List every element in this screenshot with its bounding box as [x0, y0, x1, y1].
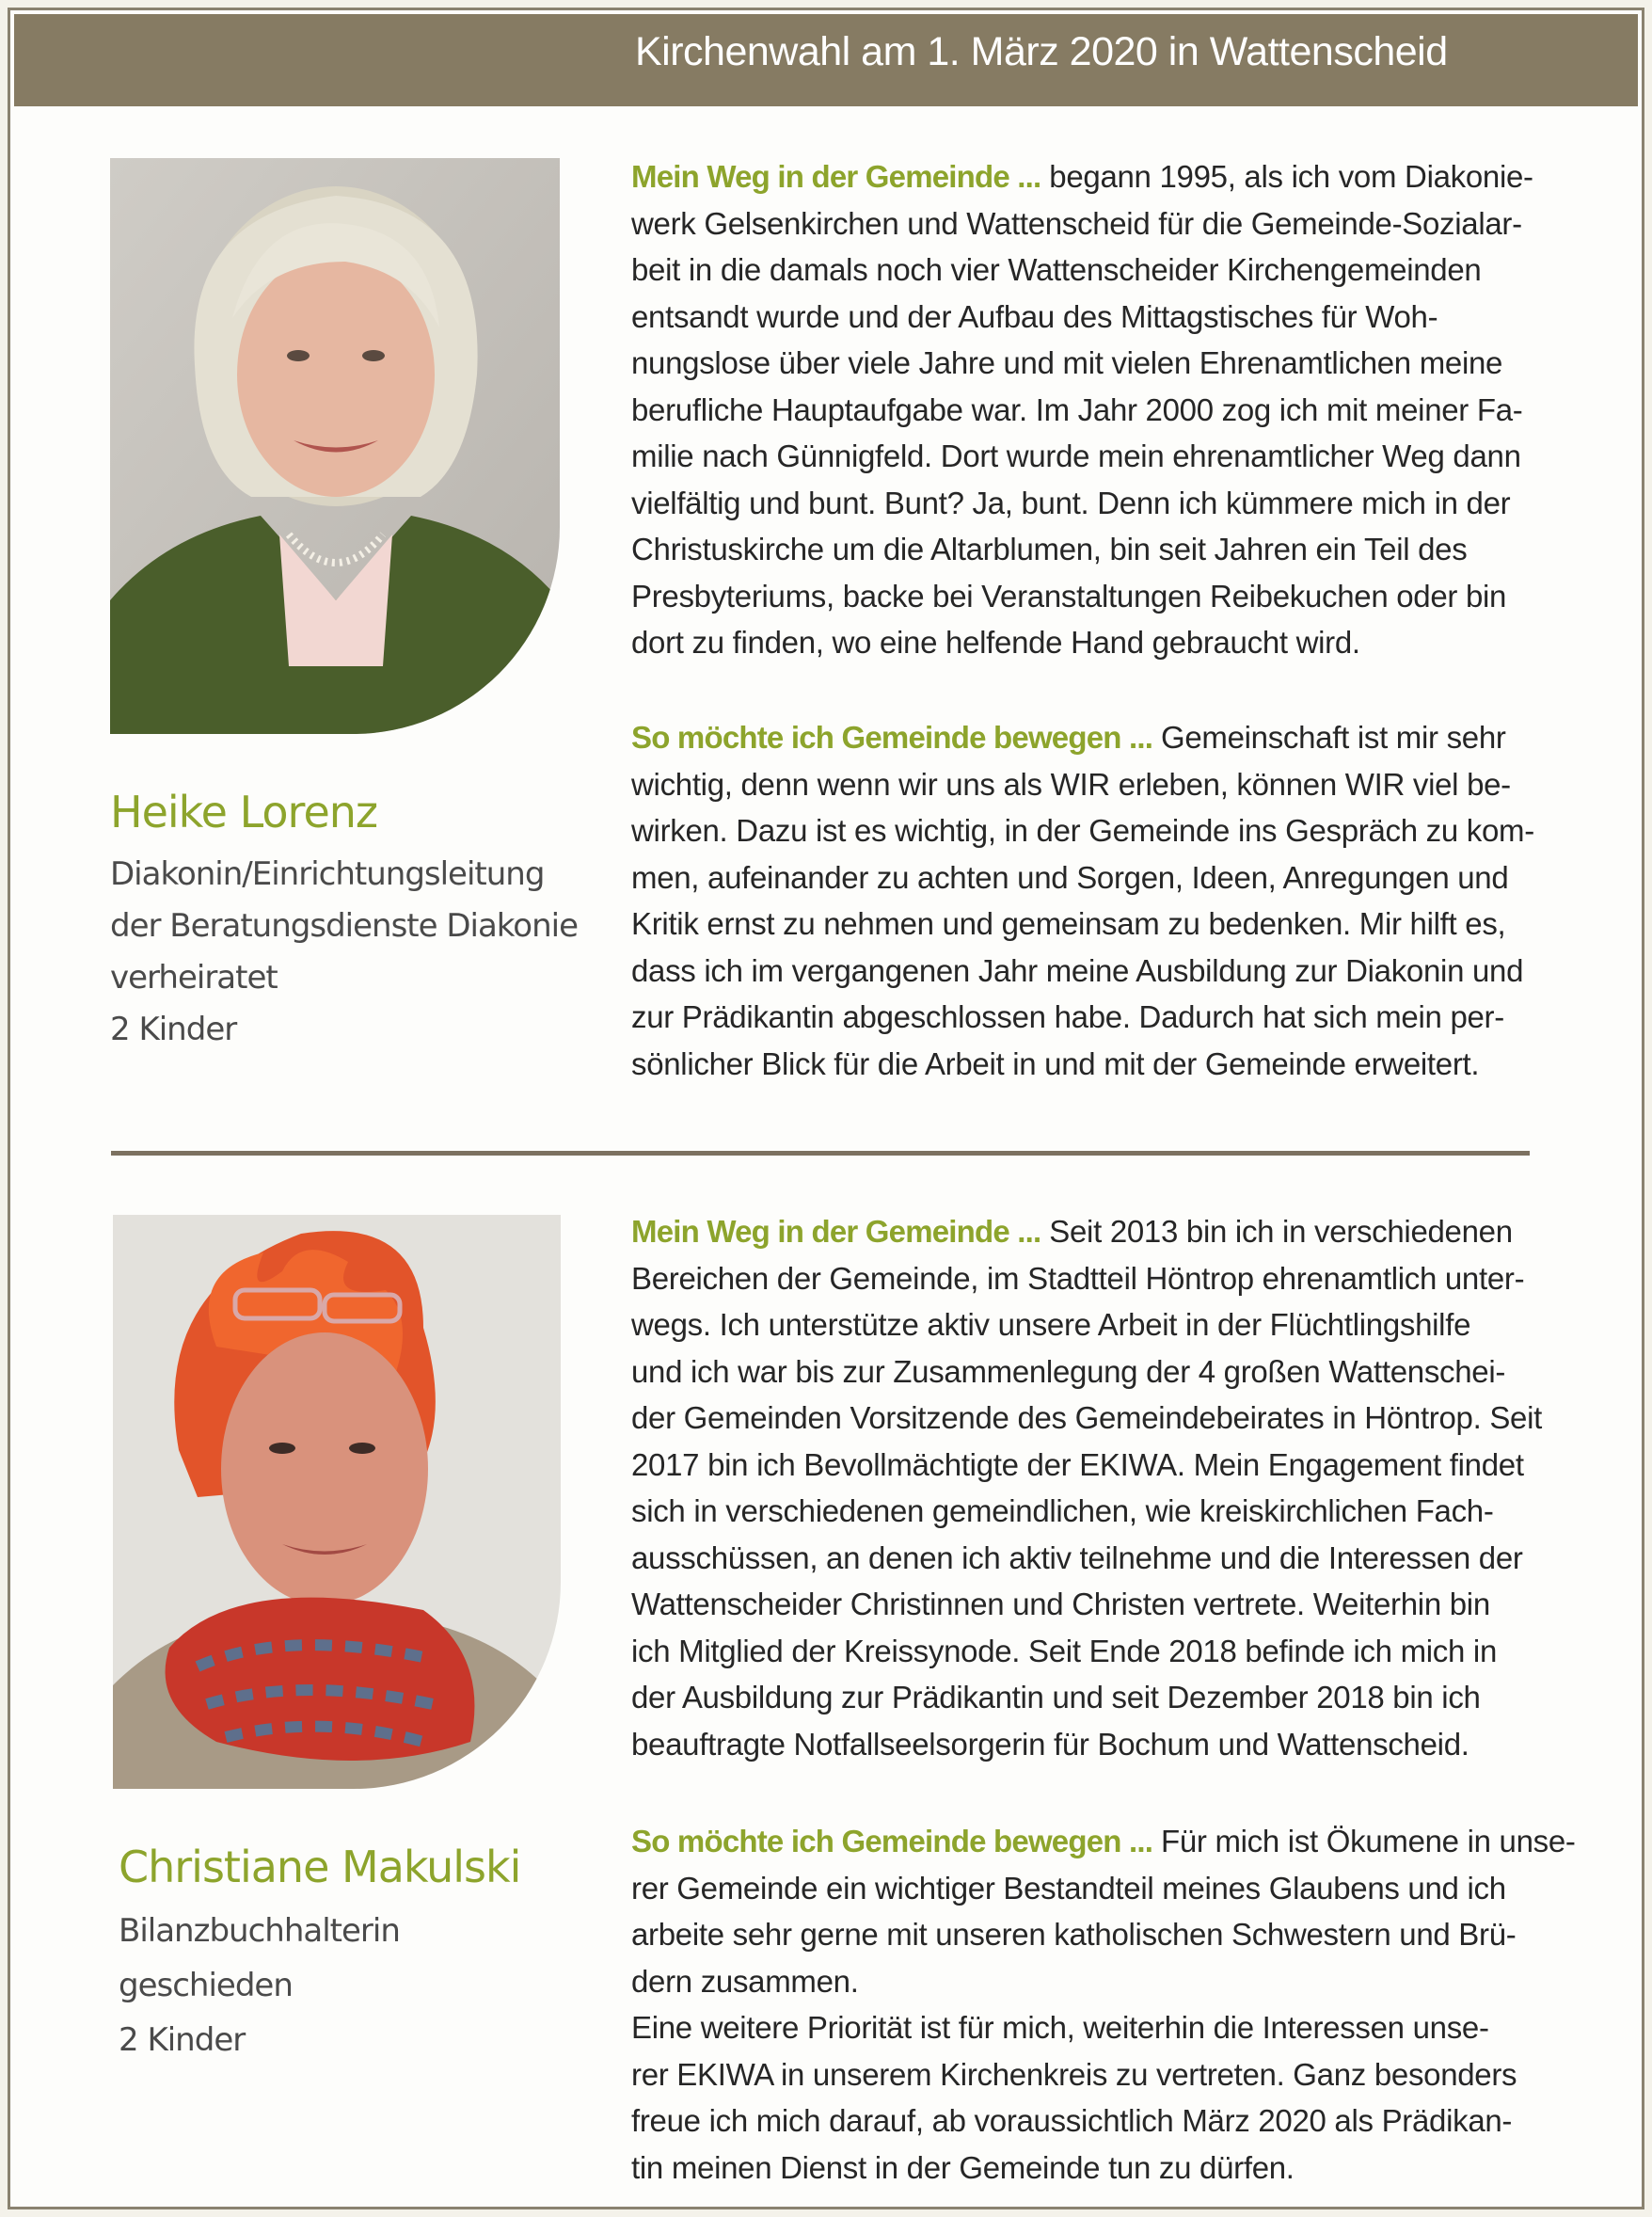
- text-line: zur Prädikantin abgeschlossen habe. Dadurch hat sich mein per-: [631, 999, 1504, 1034]
- section-lead: Mein Weg in der Gemeinde ...: [631, 159, 1041, 194]
- candidate-details: [110, 849, 578, 1056]
- text-line: wichtig, denn wenn wir uns als WIR erleben, können WIR viel be-: [631, 766, 1511, 802]
- section-bewegen-heike: [631, 714, 1572, 1087]
- text-line: werk Gelsenkirchen und Wattenscheid für die Gemeinde-Sozialar-: [631, 205, 1522, 241]
- text-line: der Ausbildung zur Prädikantin und seit Dezember 2018 bin ich: [631, 1680, 1481, 1715]
- text-line: men, aufeinander zu achten und Sorgen, Ideen, Anregungen und: [631, 859, 1509, 895]
- candidate-detail-line: Bilanzbuchhalterin: [119, 1912, 400, 1950]
- header-bar: [14, 14, 1638, 106]
- section-lead: So möchte ich Gemeinde bewegen ...: [631, 1824, 1153, 1858]
- text-line: 2017 bin ich Bevollmächtigte der EKIWA. Mein Engagement findet: [631, 1446, 1524, 1482]
- text-line: dern zusammen.: [631, 1963, 859, 1999]
- text-line: beit in die damals noch vier Wattenscheider Kirchengemeinden: [631, 252, 1482, 287]
- portrait-heike-lorenz: [110, 158, 560, 734]
- text-line: entsandt wurde und der Aufbau des Mittagstisches für Woh-: [631, 298, 1438, 334]
- section-weg-christiane: [631, 1208, 1572, 1767]
- text-line: Bereichen der Gemeinde, im Stadtteil Höntrop ehrenamtlich unter-: [631, 1260, 1525, 1296]
- text-line: tin meinen Dienst in der Gemeinde tun zu dürfen.: [631, 2149, 1295, 2185]
- text-line: dass ich im vergangenen Jahr meine Ausbildung zur Diakonin und: [631, 952, 1524, 988]
- text-line: freue ich mich darauf, ab voraussichtlich März 2020 als Prädikan-: [631, 2103, 1513, 2138]
- candidate-details: [119, 1904, 400, 2067]
- text-line: Für mich ist Ökumene in unse-: [1152, 1824, 1576, 1858]
- text-line: beauftragte Notfallseelsorgerin für Bochum und Wattenscheid.: [631, 1726, 1469, 1762]
- text-line: ich Mitglied der Kreissynode. Seit Ende 2018 befinde ich mich in: [631, 1633, 1497, 1668]
- text-line: rer Gemeinde ein wichtiger Bestandteil meines Glaubens und ich: [631, 1870, 1506, 1906]
- text-line: vielfältig und bunt. Bunt? Ja, bunt. Denn ich kümmere mich in der: [631, 485, 1511, 520]
- section-weg-heike: [631, 153, 1572, 666]
- section-bewegen-christiane: [631, 1818, 1576, 2191]
- text-line: dort zu finden, wo eine helfende Hand gebraucht wird.: [631, 625, 1360, 660]
- section-lead: So möchte ich Gemeinde bewegen ...: [631, 720, 1153, 755]
- page-title: Kirchenwahl am 1. März 2020 in Wattenscheid: [635, 29, 1448, 74]
- text-line: begann 1995, als ich vom Diakonie-: [1040, 159, 1533, 194]
- portrait-christiane-makulski: [113, 1215, 561, 1789]
- text-line: Wattenscheider Christinnen und Christen vertrete. Weiterhin bin: [631, 1587, 1490, 1621]
- text-line: ausschüssen, an denen ich aktiv teilnehme und die Interessen der: [631, 1539, 1523, 1575]
- text-line: wirken. Dazu ist es wichtig, in der Gemeinde ins Gespräch zu kom-: [631, 813, 1534, 848]
- section-divider: [111, 1151, 1530, 1156]
- text-line: Seit 2013 bin ich in verschiedenen: [1040, 1214, 1513, 1249]
- text-line: Presbyteriums, backe bei Veranstaltungen Reibekuchen oder bin: [631, 578, 1507, 614]
- candidate-detail-line: verheiratet: [110, 959, 278, 997]
- candidate-detail-line: 2 Kinder: [110, 1011, 237, 1048]
- text-line: nungslose über viele Jahre und mit vielen Ehrenamtlichen meine: [631, 345, 1503, 380]
- candidate-detail-line: 2 Kinder: [119, 2021, 246, 2059]
- candidate-name: Heike Lorenz: [110, 787, 378, 837]
- candidate-detail-line: geschieden: [119, 1967, 293, 2004]
- text-line: Christuskirche um die Altarblumen, bin seit Jahren ein Teil des: [631, 532, 1468, 566]
- text-line: berufliche Hauptaufgabe war. Im Jahr 2000 zog ich mit meiner Fa-: [631, 391, 1523, 427]
- text-line: milie nach Günnigfeld. Dort wurde mein ehrenamtlicher Weg dann: [631, 439, 1521, 473]
- section-lead: Mein Weg in der Gemeinde ...: [631, 1214, 1041, 1249]
- text-line: Kritik ernst zu nehmen und gemeinsam zu bedenken. Mir hilft es,: [631, 906, 1506, 941]
- text-line: Eine weitere Priorität ist für mich, weiterhin die Interessen unse-: [631, 2010, 1489, 2045]
- text-line: sich in verschiedenen gemeindlichen, wie kreiskirchlichen Fach-: [631, 1493, 1494, 1528]
- text-line: Gemeinschaft ist mir sehr: [1152, 720, 1506, 755]
- text-line: der Gemeinden Vorsitzende des Gemeindebeirates in Höntrop. Seit: [631, 1400, 1543, 1435]
- text-line: wegs. Ich unterstütze aktiv unsere Arbeit in der Flüchtlingshilfe: [631, 1307, 1471, 1342]
- candidate-detail-line: der Beratungsdienste Diakonie: [110, 907, 578, 945]
- text-line: und ich war bis zur Zusammenlegung der 4 großen Wattenschei-: [631, 1353, 1506, 1389]
- text-line: arbeite sehr gerne mit unseren katholischen Schwestern und Brü-: [631, 1917, 1517, 1952]
- candidate-detail-line: Diakonin/Einrichtungsleitung: [110, 855, 545, 893]
- text-line: sönlicher Blick für die Arbeit in und mit der Gemeinde erweitert.: [631, 1045, 1480, 1081]
- text-line: rer EKIWA in unserem Kirchenkreis zu vertreten. Ganz besonders: [631, 2056, 1517, 2092]
- candidate-name: Christiane Makulski: [119, 1842, 521, 1892]
